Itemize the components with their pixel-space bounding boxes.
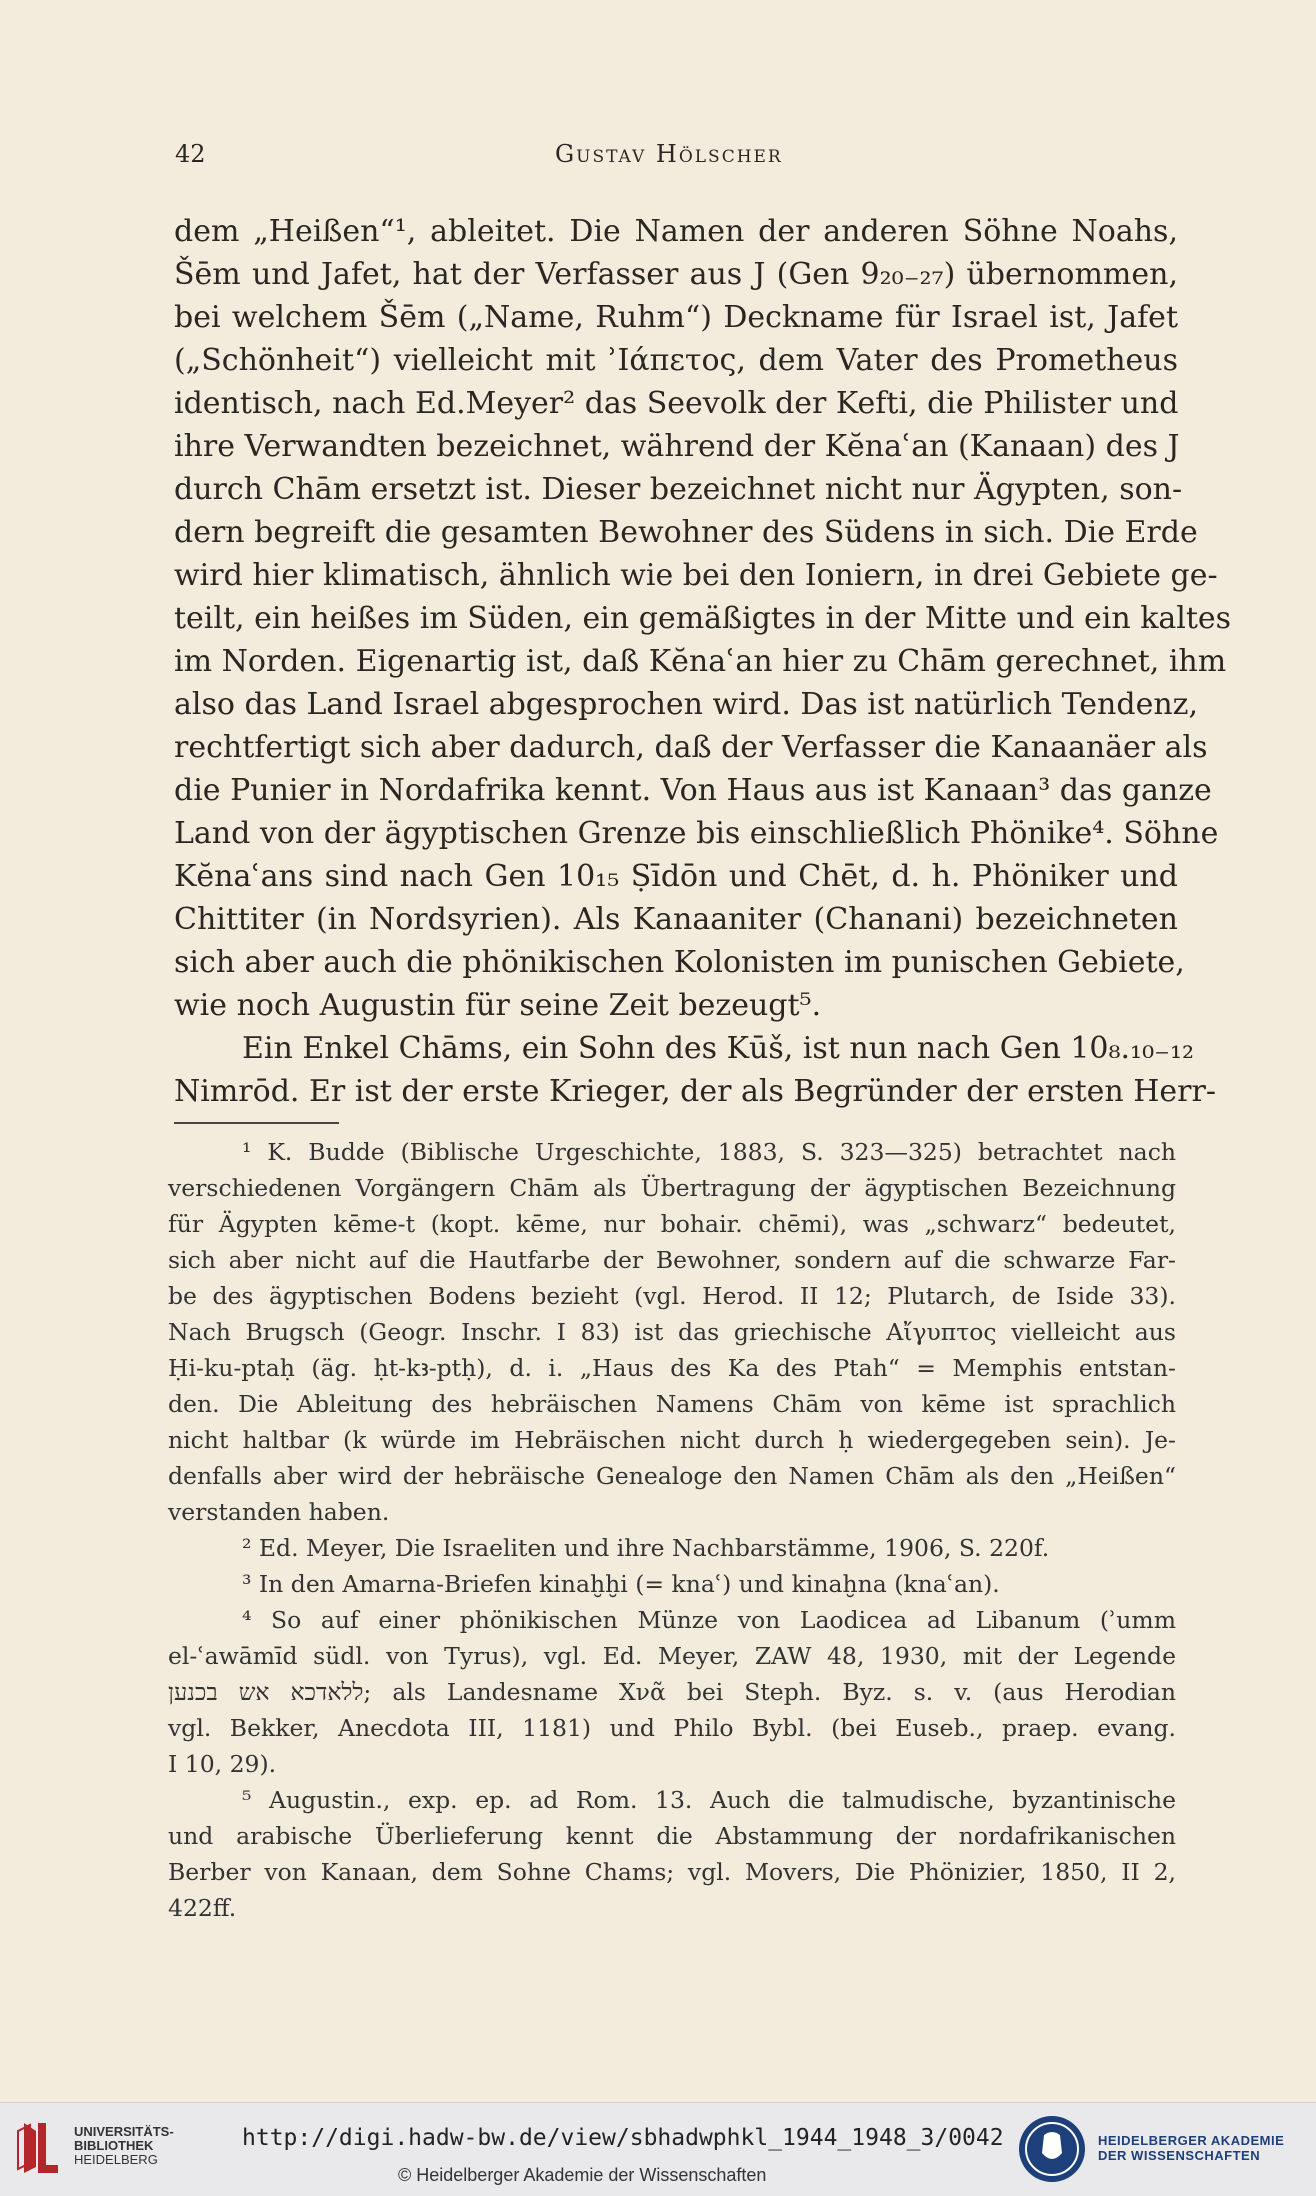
body-line: dem „Heißen“¹, ableitet. Die Namen der anderen Söhne Noahs, [174,214,1178,249]
body-line: Ein Enkel Chāms, ein Sohn des Kūš, ist nun nach Gen 10₈.₁₀₋₁₂ [242,1031,1195,1066]
body-line: Nimrōd. Er ist der erste Krieger, der als Begründer der ersten Herr- [174,1074,1216,1109]
footnote-line: sich aber nicht auf die Hautfarbe der Bewohner, sondern auf die schwarze Far- [168,1246,1176,1274]
body-line: die Punier in Nordafrika kennt. Von Haus aus ist Kanaan³ das ganze [174,773,1212,808]
library-name-line: UNIVERSITÄTS- [74,2124,174,2139]
body-line: wird hier klimatisch, ähnlich wie bei den Ioniern, in drei Gebiete ge- [174,558,1218,593]
academy-name [1098,2133,1284,2163]
body-line: Land von der ägyptischen Grenze bis einschließlich Phönike⁴. Söhne [174,816,1219,851]
library-name-line: HEIDELBERG [74,2152,158,2167]
footnote-line: ² Ed. Meyer, Die Israeliten und ihre Nachbarstämme, 1906, S. 220f. [242,1534,1050,1562]
body-line: rechtfertigt sich aber dadurch, daß der Verfasser die Kanaanäer als [174,730,1208,765]
body-line: durch Chām ersetzt ist. Dieser bezeichnet nicht nur Ägypten, son- [174,472,1183,507]
footnote-line: verschiedenen Vorgängern Chām als Übertragung der ägyptischen Bezeichnung [168,1174,1176,1202]
footnote-line: 422ff. [168,1894,237,1922]
running-title: Gustav Hölscher [555,140,783,168]
body-line: bei welchem Šēm („Name, Ruhm“) Deckname für Israel ist, Jafet [174,300,1178,335]
body-line: also das Land Israel abgesprochen wird. Das ist natürlich Tendenz, [174,687,1198,722]
body-line: sich aber auch die phönikischen Kolonisten im punischen Gebiete, [174,945,1185,980]
body-line: identisch, nach Ed.Meyer² das Seevolk der Kefti, die Philister und [174,386,1179,421]
copyright-notice: © Heidelberger Akademie der Wissenschaften [398,2165,767,2185]
footnote-line: Berber von Kanaan, dem Sohne Chams; vgl. Movers, Die Phönizier, 1850, II 2, [168,1858,1176,1886]
footnote-line: vgl. Bekker, Anecdota III, 1181) und Philo Bybl. (bei Euseb., praep. evang. [168,1714,1176,1742]
university-library-logo-icon[interactable] [16,2117,66,2179]
page-number: 42 [175,140,206,168]
academy-name-line: HEIDELBERGER AKADEMIE [1098,2133,1285,2148]
body-line: dern begreift die gesamten Bewohner des Südens in sich. Die Erde [174,515,1198,550]
academy-name-line: DER WISSENSCHAFTEN [1098,2148,1261,2163]
body-line: („Schönheit“) vielleicht mit ʾΙάπετος, dem Vater des Prometheus [174,343,1178,378]
footnote-line: nicht haltbar (k würde im Hebräischen nicht durch ḥ wiedergegeben sein). Je- [168,1426,1176,1454]
footnote-line: verstanden haben. [168,1498,390,1526]
footnote-line: Ḥi-ku-ptaḥ (äg. ḥt-kꜣ-ptḥ), d. i. „Haus des Ka des Ptah“ = Memphis entstan- [168,1354,1176,1382]
footnote-line: denfalls aber wird der hebräische Genealoge den Namen Chām als den „Heißen“ [168,1462,1176,1490]
running-header [175,140,1166,180]
footnotes [168,1134,1176,1926]
footnote-line: für Ägypten kēme-t (kopt. kēme, nur bohair. chēmi), was „schwarz“ bedeutet, [168,1210,1176,1238]
footnote-line: el-ʿawāmīd südl. von Tyrus), vgl. Ed. Meyer, ZAW 48, 1930, mit der Legende [168,1642,1176,1670]
footnote-line: und arabische Überlieferung kennt die Abstammung der nordafrikanischen [168,1822,1176,1850]
body-line: Chittiter (in Nordsyrien). Als Kanaaniter (Chanani) bezeichneten [174,902,1178,937]
university-library-name [74,2125,174,2167]
footnote-line: ³ In den Amarna-Briefen kinaḫḫi (= knaʿ) und kinaḫna (knaʿan). [242,1570,1000,1598]
footnote-line: Nach Brugsch (Geogr. Inschr. I 83) ist das griechische Αἴγυπτος vielleicht aus [168,1318,1176,1346]
footnote-line: den. Die Ableitung des hebräischen Namens Chām von kēme ist sprachlich [168,1390,1176,1418]
library-name-line: BIBLIOTHEK [74,2138,154,2153]
body-line: im Norden. Eigenartig ist, daß Kĕnaʿan hier zu Chām gerechnet, ihm [174,644,1227,679]
footnote-line: ⁵ Augustin., exp. ep. ad Rom. 13. Auch die talmudische, byzantinische [242,1786,1176,1814]
permalink-url[interactable]: http://digi.hadw-bw.de/view/sbhadwphkl_1944_1948_3/0042 [242,2125,1004,2151]
footnote-line: ללאדכא אש בכנען; als Landesname Χνᾶ bei Steph. Byz. s. v. (aus Herodian [168,1678,1176,1706]
footnote-line: ⁴ So auf einer phönikischen Münze von Laodicea ad Libanum (ʾumm [242,1606,1176,1634]
body-line: teilt, ein heißes im Süden, ein gemäßigtes in der Mitte und ein kaltes [174,601,1232,636]
viewer-footer [0,2102,1316,2196]
footnote-line: I 10, 29). [168,1750,277,1778]
body-line: ihre Verwandten bezeichnet, während der Kĕnaʿan (Kanaan) des J [174,429,1180,464]
body-line: Šēm und Jafet, hat der Verfasser aus J (Gen 9₂₀₋₂₇) übernommen, [174,257,1178,292]
body-text [174,210,1232,1113]
body-line: Kĕnaʿans sind nach Gen 10₁₅ Ṣīdōn und Chēt, d. h. Phöniker und [174,859,1178,894]
footnote-line: ¹ K. Budde (Biblische Urgeschichte, 1883, S. 323—325) betrachtet nach [242,1138,1176,1166]
footnote-line: be des ägyptischen Bodens bezieht (vgl. Herod. II 12; Plutarch, de Iside 33). [168,1282,1176,1310]
footnote-rule [174,1122,339,1124]
academy-seal-icon[interactable] [1016,2113,1088,2185]
body-line: wie noch Augustin für seine Zeit bezeugt⁵. [174,988,822,1023]
